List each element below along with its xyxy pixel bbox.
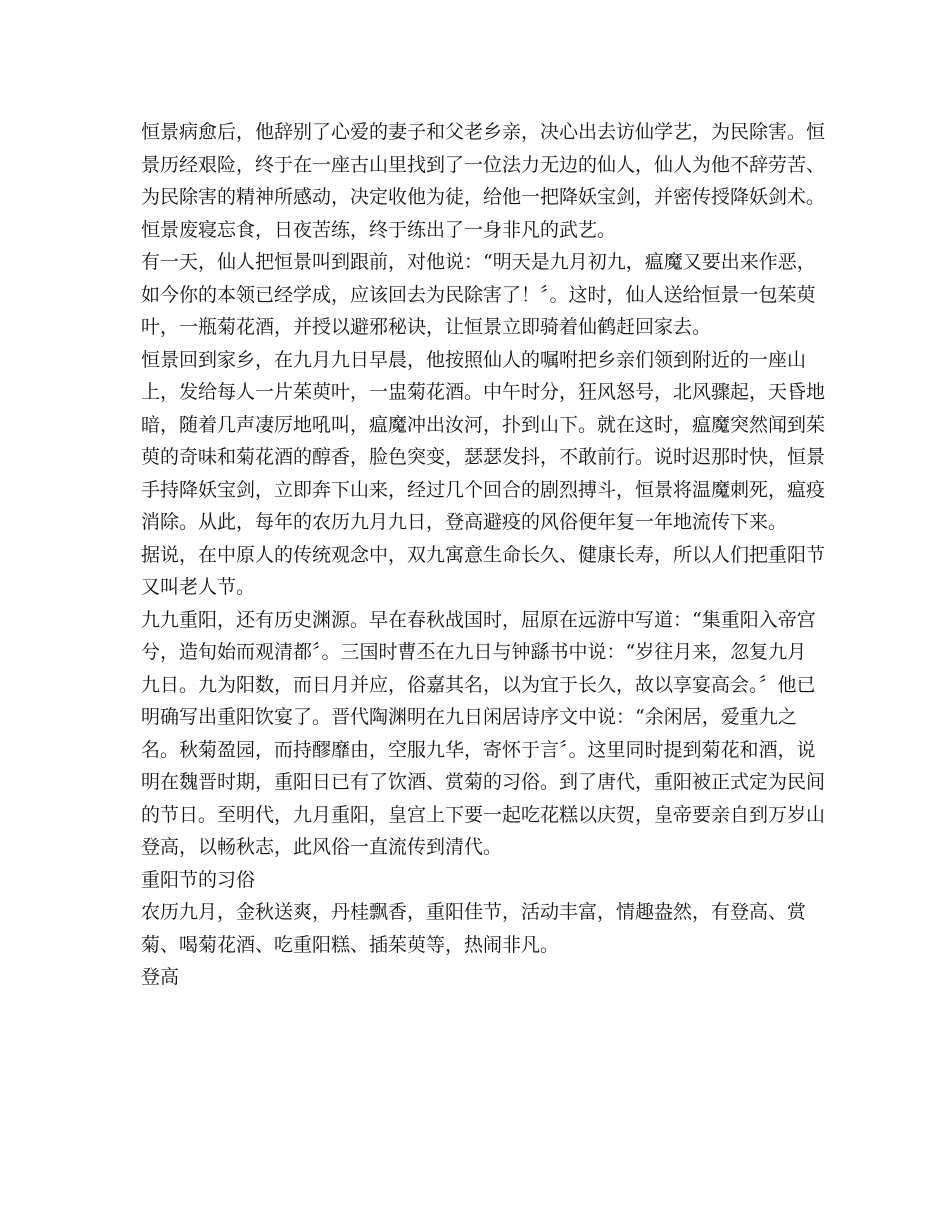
text-line: 明在魏晋时期，重阳日已有了饮酒、赏菊的习俗。到了唐代，重阳被正式定为民间 (141, 771, 826, 793)
text-line: 景历经艰险，终于在一座古山里找到了一位法力无边的仙人，仙人为他不辞劳苦、 (141, 153, 826, 176)
text-line: 如今你的本领已经学成，应该回去为民除害了！〞。这时，仙人送给恒景一包茱萸 (141, 283, 816, 306)
text-line: 手持降妖宝剑，立即奔下山来，经过几个回合的剧烈搏斗，恒景将温魔刺死，瘟疫 (141, 478, 826, 501)
text-line: 明确写出重阳饮宴了。晋代陶渊明在九日闲居诗序文中说：“余闲居，爱重九之 (141, 706, 797, 728)
text-line: 登高，以畅秋志，此风俗一直流传到清代。 (141, 836, 503, 858)
text-line: 恒景病愈后，他辞别了心爱的妻子和父老乡亲，决心出去访仙学艺，为民除害。恒 (141, 121, 826, 143)
text-line: 萸的奇味和菊花酒的醇香，脸色突变，瑟瑟发抖，不敢前行。说时迟那时快，恒景 (141, 446, 826, 468)
text-line: 有一天，仙人把恒景叫到跟前，对他说：“明天是九月初九，瘟魔又要出来作恶， (141, 251, 816, 273)
text-line: 据说，在中原人的传统观念中，双九寓意生命长久、健康长寿，所以人们把重阳节 (141, 543, 826, 566)
section-heading: 登高 (141, 966, 180, 988)
section-heading: 重阳节的习俗 (141, 868, 256, 891)
text-line: 叶，一瓶菊花酒，并授以避邪秘诀，让恒景立即骑着仙鹤赶回家去。 (141, 316, 712, 338)
text-line: 九九重阳，还有历史渊源。早在春秋战国时，屈原在远游中写道：“集重阳入帝宫 (141, 608, 816, 631)
text-line: 的节日。至明代，九月重阳，皇宫上下要一起吃花糕以庆贺，皇帝要亲自到万岁山 (141, 803, 826, 826)
text-line: 消除。从此，每年的农历九月九日，登高避疫的风俗便年复一年地流传下来。 (141, 511, 788, 533)
text-line: 上，发给每人一片茱萸叶，一盅菊花酒。中午时分，狂风怒号，北风骤起，天昏地 (141, 381, 826, 403)
text-line: 恒景废寝忘食，日夜苦练，终于练出了一身非凡的武艺。 (141, 218, 617, 241)
text-line: 又叫老人节。 (141, 576, 256, 598)
text-line: 兮，造旬始而观清都〞。三国时曹丕在九日与钟繇书中说：“岁往月来，忽复九月 (141, 641, 807, 663)
text-line: 为民除害的精神所感动，决定收他为徒，给他一把降妖宝剑，并密传授降妖剑术。 (141, 186, 826, 208)
text-line: 九日。九为阳数，而日月并应，俗嘉其名，以为宜于长久，故以享宴高会。〞他已 (141, 673, 816, 696)
text-line: 菊、喝菊花酒、吃重阳糕、插茱萸等，热闹非凡。 (141, 933, 560, 956)
text-line: 农历九月，金秋送爽，丹桂飘香，重阳佳节，活动丰富，情趣盎然，有登高、赏 (141, 901, 807, 923)
text-line: 恒景回到家乡，在九月九日早晨，他按照仙人的嘱咐把乡亲们领到附近的一座山 (141, 348, 807, 371)
text-line: 暗，随着几声凄厉地吼叫，瘟魔冲出汝河，扑到山下。就在这时，瘟魔突然闻到茱 (141, 413, 826, 436)
document-body (141, 116, 826, 994)
text-line: 名。秋菊盈园，而持醪靡由，空服九华，寄怀于言〞。这里同时提到菊花和酒，说 (141, 738, 816, 761)
